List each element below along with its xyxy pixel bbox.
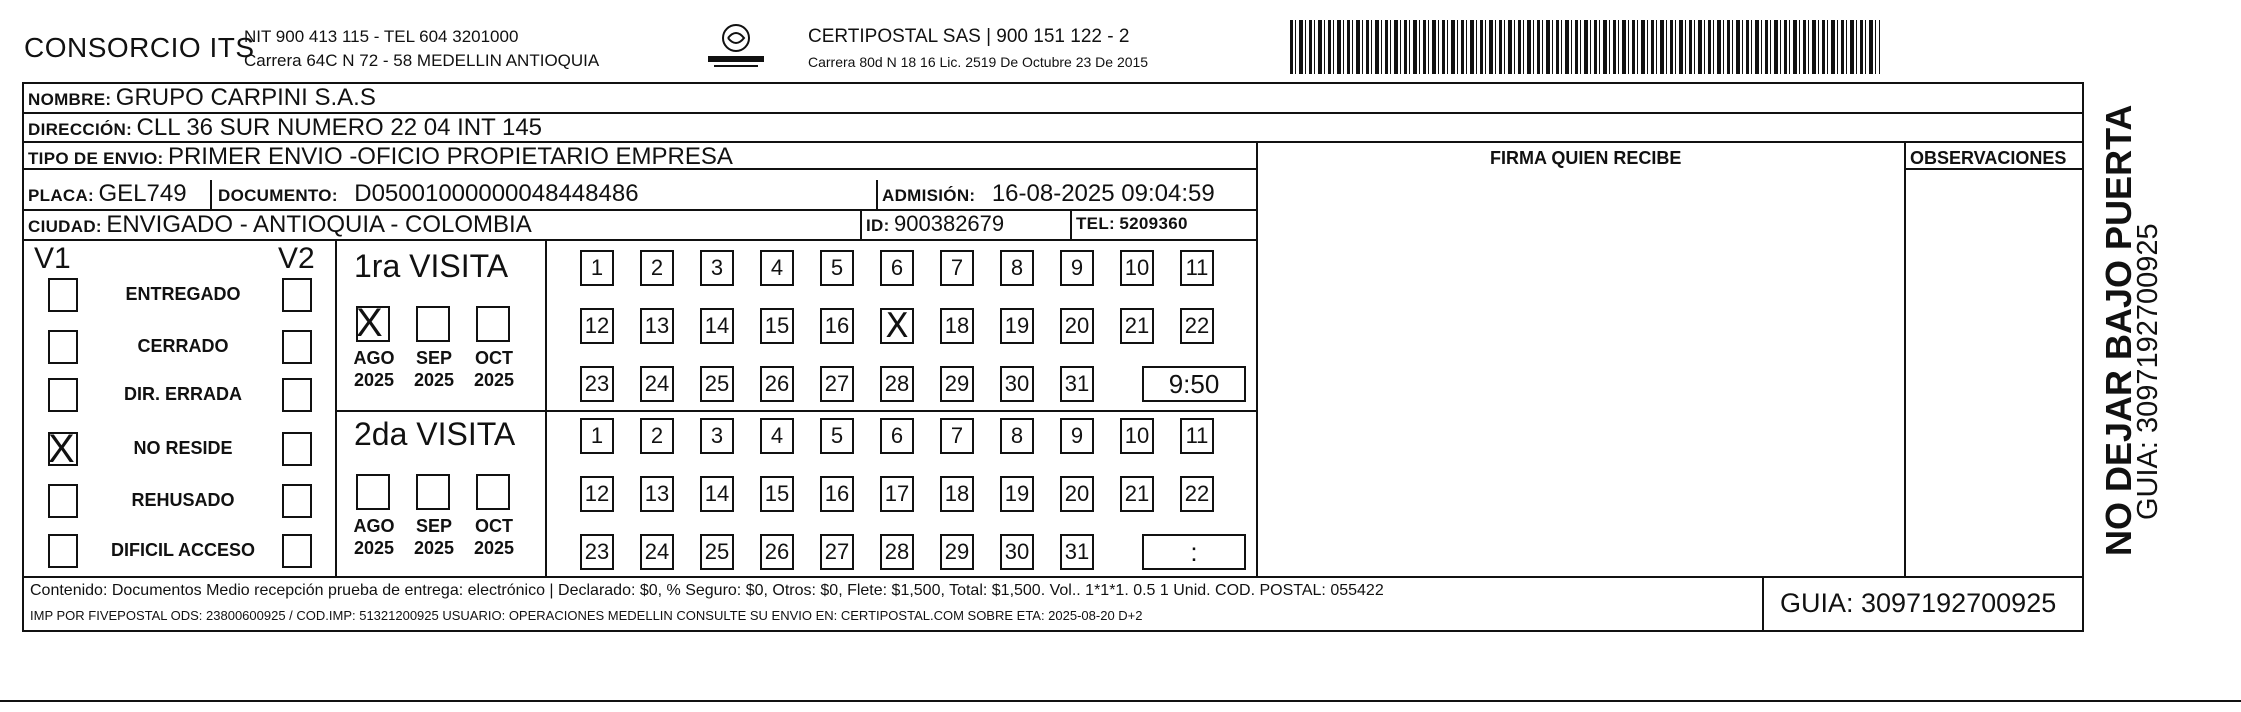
month-checkbox[interactable]	[356, 301, 390, 345]
status-label: NO RESIDE	[133, 438, 233, 458]
tel-value: 5209360	[1119, 214, 1188, 233]
day-box[interactable]: 28	[880, 366, 914, 402]
tipo-row	[28, 143, 733, 171]
day-box[interactable]: 3	[700, 250, 734, 286]
day-box[interactable]: 5	[820, 418, 854, 454]
day-box[interactable]: 27	[820, 534, 854, 570]
v2-checkbox[interactable]	[282, 432, 312, 466]
direccion-value: CLL 36 SUR NUMERO 22 04 INT 145	[136, 114, 543, 141]
day-box[interactable]: X	[880, 308, 914, 344]
day-box[interactable]: 13	[640, 476, 674, 512]
day-box[interactable]: 25	[700, 534, 734, 570]
month-checkbox[interactable]	[416, 474, 450, 510]
status-label: ENTREGADO	[125, 284, 241, 304]
placa-row	[28, 180, 187, 208]
time-box[interactable]: :	[1142, 534, 1246, 570]
day-box[interactable]: 11	[1180, 418, 1214, 454]
check-mark: X	[48, 427, 75, 471]
day-box[interactable]: 14	[700, 308, 734, 344]
day-box[interactable]: 10	[1120, 418, 1154, 454]
month-checkbox[interactable]	[476, 474, 510, 510]
tel-label: TEL:	[1076, 214, 1115, 233]
nombre-label: NOMBRE:	[28, 90, 112, 109]
v2-checkbox[interactable]	[282, 484, 312, 518]
month-year: 2025	[413, 370, 455, 390]
month-checkbox[interactable]	[476, 306, 510, 342]
day-box[interactable]: 31	[1060, 366, 1094, 402]
time-box[interactable]: 9:50	[1142, 366, 1246, 402]
v2-checkbox[interactable]	[282, 378, 312, 412]
day-box[interactable]: 15	[760, 476, 794, 512]
v2-label: V2	[278, 242, 315, 275]
v2-checkbox[interactable]	[282, 534, 312, 568]
admision-label: ADMISIÓN:	[882, 186, 976, 205]
day-box[interactable]: 6	[880, 418, 914, 454]
day-box[interactable]: 7	[940, 250, 974, 286]
day-box[interactable]: 9	[1060, 250, 1094, 286]
day-box[interactable]: 22	[1180, 476, 1214, 512]
day-box[interactable]: 6	[880, 250, 914, 286]
observaciones-label: OBSERVACIONES	[1910, 148, 2067, 168]
visit2-title: 2da VISITA	[354, 416, 516, 452]
status-label: REHUSADO	[131, 490, 235, 510]
day-box[interactable]: 16	[820, 308, 854, 344]
barcode	[1290, 20, 1880, 74]
day-box[interactable]: 10	[1120, 250, 1154, 286]
day-box[interactable]: 8	[1000, 418, 1034, 454]
carrier-name: CERTIPOSTAL SAS | 900 151 122 - 2	[808, 26, 1130, 47]
ciudad-label: CIUDAD:	[28, 217, 102, 236]
nombre-row	[28, 84, 376, 112]
ciudad-row	[28, 211, 532, 239]
day-box[interactable]: 12	[580, 476, 614, 512]
company-name: CONSORCIO ITS	[24, 32, 255, 63]
month-label: OCT	[475, 348, 513, 368]
admision-value: 16-08-2025 09:04:59	[991, 180, 1215, 207]
day-box[interactable]: 2	[640, 250, 674, 286]
day-box[interactable]: 2	[640, 418, 674, 454]
carrier-address: Carrera 80d N 18 16 Lic. 2519 De Octubre 23 De 2015	[808, 54, 1149, 70]
v2-checkbox[interactable]	[282, 278, 312, 312]
v1-checkbox[interactable]	[48, 330, 78, 364]
day-box[interactable]: 20	[1060, 308, 1094, 344]
day-box[interactable]: 21	[1120, 476, 1154, 512]
day-box[interactable]: 26	[760, 366, 794, 402]
day-box[interactable]: 22	[1180, 308, 1214, 344]
day-box[interactable]: 24	[640, 534, 674, 570]
company-nit: NIT 900 413 115 - TEL 604 3201000	[244, 27, 519, 46]
month-year: 2025	[473, 370, 515, 390]
month-year: 2025	[413, 538, 455, 558]
day-box[interactable]: 30	[1000, 534, 1034, 570]
day-box[interactable]: 14	[700, 476, 734, 512]
day-box[interactable]: 18	[940, 308, 974, 344]
day-box[interactable]: 25	[700, 366, 734, 402]
footer-imp: IMP POR FIVEPOSTAL ODS: 23800600925 / COD.IMP: 51321200925 USUARIO: OPERACIONES MEDELLIN CONSULTE SU ENVIO EN: CERTIPOSTAL.COM SOBRE ETA: 2025-08-20 D+2	[30, 608, 1143, 623]
day-box[interactable]: 7	[940, 418, 974, 454]
day-box[interactable]: 5	[820, 250, 854, 286]
day-box[interactable]: 16	[820, 476, 854, 512]
day-box[interactable]: 13	[640, 308, 674, 344]
month-label: AGO	[353, 348, 395, 368]
day-box[interactable]: 17	[880, 476, 914, 512]
day-box[interactable]: 27	[820, 366, 854, 402]
company-address: Carrera 64C N 72 - 58 MEDELLIN ANTIOQUIA	[244, 51, 600, 70]
side-warning: NO DEJAR BAJO PUERTA	[2098, 104, 2139, 556]
day-box[interactable]: 3	[700, 418, 734, 454]
day-box[interactable]: 23	[580, 534, 614, 570]
direccion-row	[28, 114, 542, 142]
status-label: CERRADO	[137, 336, 229, 356]
ciudad-value: ENVIGADO - ANTIOQUIA - COLOMBIA	[106, 211, 532, 238]
v1-checkbox[interactable]	[48, 484, 78, 518]
check-mark: X	[356, 301, 383, 345]
tipo-label: TIPO DE ENVIO:	[28, 149, 164, 168]
day-box[interactable]: 19	[1000, 308, 1034, 344]
certipostal-logo	[706, 22, 766, 72]
day-box[interactable]: 9	[1060, 418, 1094, 454]
side-guia: GUIA: 3097192700925	[2132, 223, 2164, 520]
id-row	[866, 211, 1004, 237]
v1-checkbox[interactable]	[48, 278, 78, 312]
month-label: SEP	[415, 516, 453, 536]
documento-label: DOCUMENTO:	[218, 186, 338, 205]
nombre-value: GRUPO CARPINI S.A.S	[115, 84, 376, 111]
day-box[interactable]: 8	[1000, 250, 1034, 286]
day-box[interactable]: 30	[1000, 366, 1034, 402]
v1-label: V1	[34, 242, 71, 275]
footer-guia: GUIA: 3097192700925	[1780, 588, 2057, 618]
day-box[interactable]: 1	[580, 250, 614, 286]
placa-label: PLACA:	[28, 186, 95, 205]
status-label: DIR. ERRADA	[123, 384, 242, 404]
month-label: OCT	[475, 516, 513, 536]
day-box[interactable]: 1	[580, 418, 614, 454]
firma-label: FIRMA QUIEN RECIBE	[1490, 148, 1682, 168]
documento-row	[218, 180, 639, 208]
month-year: 2025	[353, 370, 395, 390]
day-box[interactable]: 26	[760, 534, 794, 570]
month-checkbox[interactable]	[416, 306, 450, 342]
placa-value: GEL749	[98, 180, 187, 207]
day-box[interactable]: 21	[1120, 308, 1154, 344]
documento-value: D05001000000048448486	[354, 180, 639, 207]
day-box[interactable]: 18	[940, 476, 974, 512]
day-box[interactable]: 11	[1180, 250, 1214, 286]
id-value: 900382679	[894, 211, 1005, 236]
v1-checkbox[interactable]	[48, 427, 78, 471]
visit1-title: 1ra VISITA	[354, 248, 509, 284]
day-box[interactable]: 15	[760, 308, 794, 344]
tel-row	[1076, 214, 1188, 234]
v1-checkbox[interactable]	[48, 378, 78, 412]
day-box[interactable]: 4	[760, 250, 794, 286]
direccion-label: DIRECCIÓN:	[28, 120, 133, 139]
day-box[interactable]: 31	[1060, 534, 1094, 570]
v1-checkbox[interactable]	[48, 534, 78, 568]
id-label: ID:	[866, 216, 890, 235]
day-box[interactable]: 24	[640, 366, 674, 402]
tipo-value: PRIMER ENVIO -OFICIO PROPIETARIO EMPRESA	[167, 143, 733, 170]
day-box[interactable]: 4	[760, 418, 794, 454]
month-year: 2025	[353, 538, 395, 558]
admision-row	[882, 180, 1215, 208]
v2-checkbox[interactable]	[282, 330, 312, 364]
day-box[interactable]: 29	[940, 366, 974, 402]
month-label: AGO	[353, 516, 395, 536]
day-box[interactable]: 20	[1060, 476, 1094, 512]
day-box[interactable]: 12	[580, 308, 614, 344]
day-box[interactable]: 23	[580, 366, 614, 402]
day-box[interactable]: 28	[880, 534, 914, 570]
day-box[interactable]: 19	[1000, 476, 1034, 512]
month-checkbox[interactable]	[356, 474, 390, 510]
month-year: 2025	[473, 538, 515, 558]
footer-content: Contenido: Documentos Medio recepción prueba de entrega: electrónico | Declarado: $0, % Seguro: $0, Otros: $0, Flete: $1,500, Total: $1,500. Vol.. 1*1*1. 0.5 1 Unid. COD. POSTAL: 055422	[30, 582, 1384, 599]
day-box[interactable]: 29	[940, 534, 974, 570]
month-label: SEP	[415, 348, 453, 368]
status-label: DIFICIL ACCESO	[110, 540, 255, 560]
